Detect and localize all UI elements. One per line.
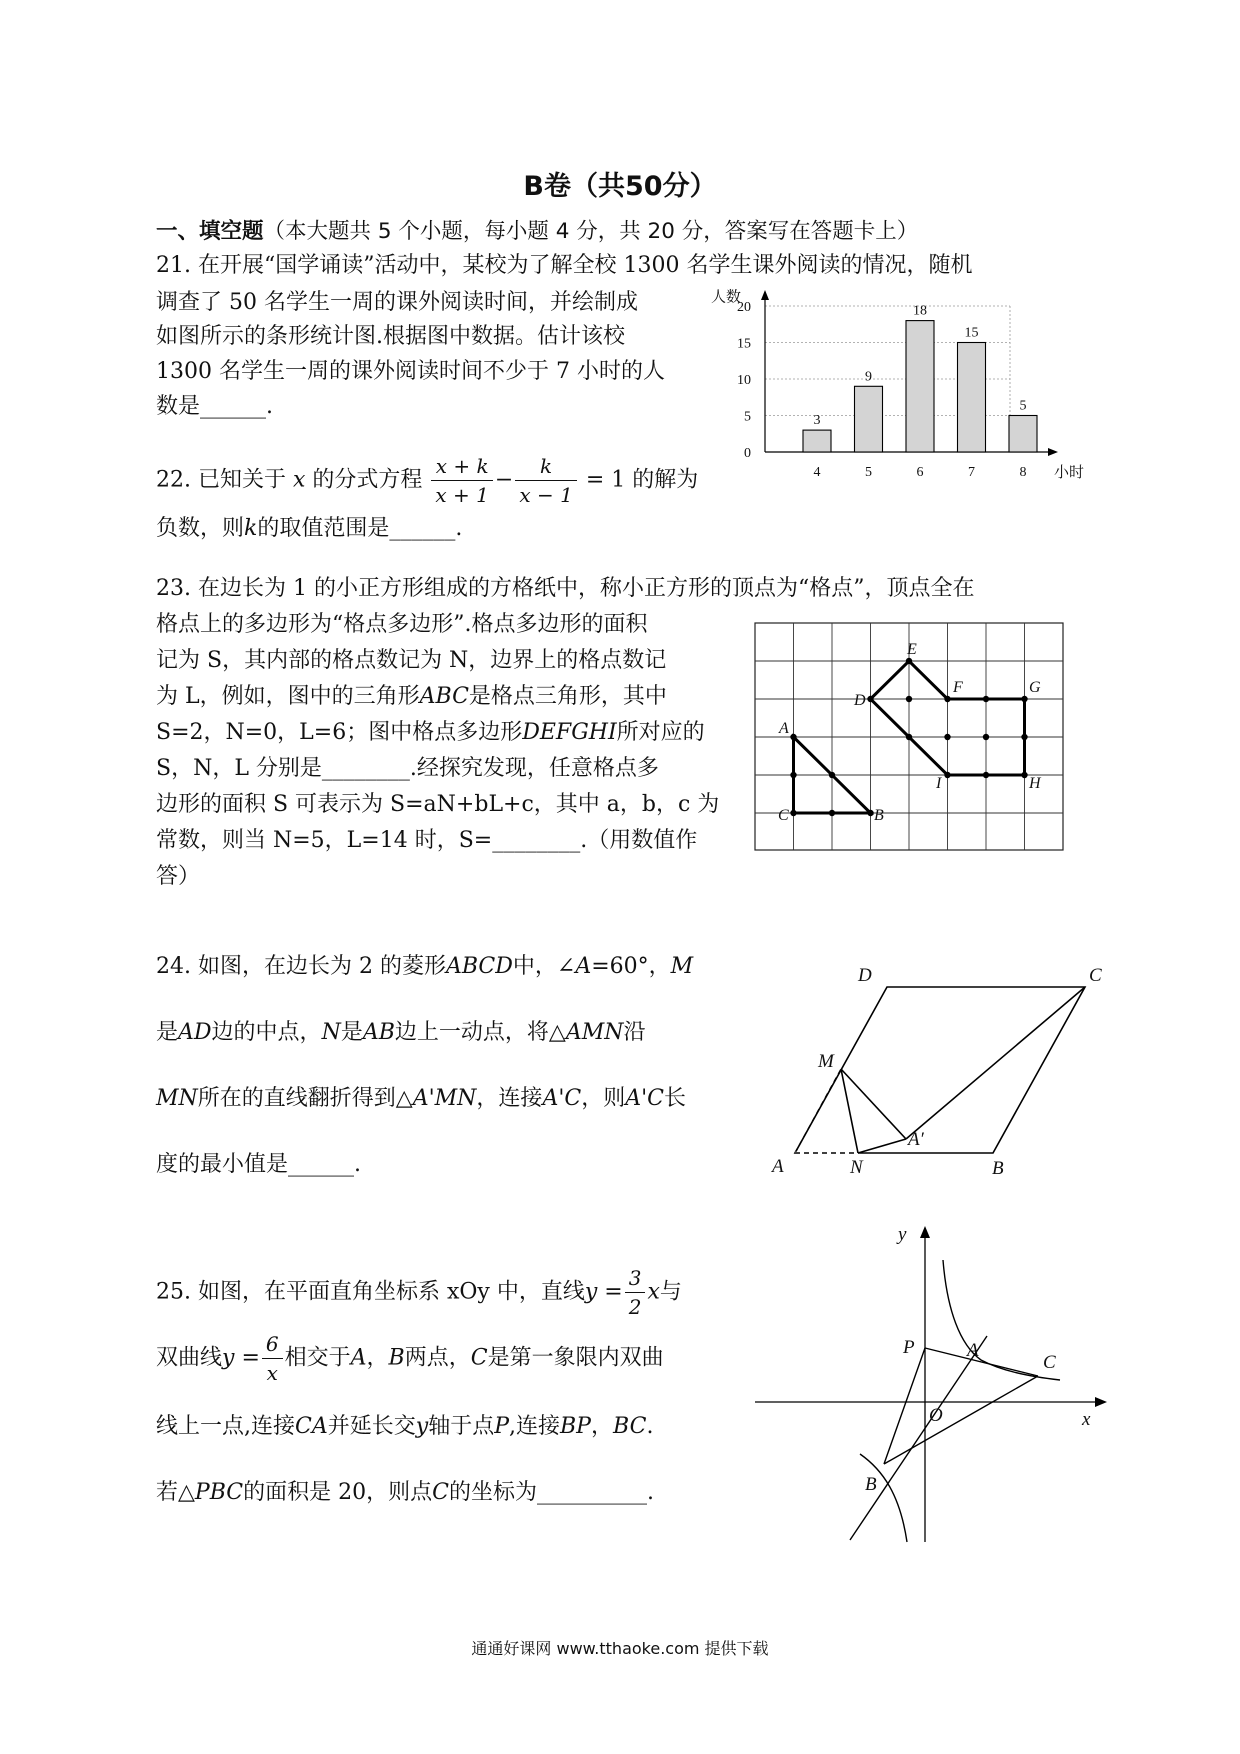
x-tick-label: 8 xyxy=(1019,465,1027,480)
bar xyxy=(906,321,934,452)
segment-pc xyxy=(925,1348,1038,1376)
q24-angle-var: A xyxy=(575,954,592,979)
label-b: B xyxy=(874,807,884,824)
q24-line2-d: 边上一动点，将△ xyxy=(394,1020,566,1045)
section-label: 一、填空题 xyxy=(156,219,264,244)
bar xyxy=(1009,416,1037,453)
q25-line3-c: 轴于点 xyxy=(428,1414,495,1439)
x-tick-label: 4 xyxy=(813,465,821,480)
q25-x1: x xyxy=(647,1279,660,1305)
q25-line4 xyxy=(156,1474,654,1511)
q25-c2: C xyxy=(432,1480,449,1505)
q25-bp: BP xyxy=(560,1414,591,1439)
q24-line2 xyxy=(156,1014,646,1051)
q23-line2: 格点上的多边形为“格点多边形”.格点多边形的面积 xyxy=(156,612,648,637)
label-i: I xyxy=(936,775,942,792)
q24-line2-a: 是 xyxy=(156,1020,179,1045)
bar xyxy=(803,430,831,452)
q24-amn: AMN xyxy=(565,1020,624,1045)
label-d: D xyxy=(854,692,866,709)
q22-line1 xyxy=(156,452,698,509)
equals-one: = 1 xyxy=(585,467,626,493)
y-tick-label: 0 xyxy=(744,446,751,461)
q23-abc: ABC xyxy=(419,684,469,709)
q23-line9: 答） xyxy=(156,864,201,889)
label-x: x xyxy=(1082,1409,1091,1430)
label-g: G xyxy=(1029,679,1041,696)
q25-line1-b: 与 xyxy=(659,1279,682,1305)
q22-suffix: 的解为 xyxy=(632,467,699,493)
segment-na1 xyxy=(858,1139,906,1153)
q23-poly: DEFGHI xyxy=(522,720,617,745)
q22-line2-b: 的取值范围是______. xyxy=(257,516,463,541)
q24-line1 xyxy=(156,948,693,985)
x-tick-label: 6 xyxy=(916,465,924,480)
section-header xyxy=(156,214,918,245)
q25-bc: BC xyxy=(613,1414,647,1439)
q22-line2-a: 负数，则 xyxy=(156,516,245,541)
fraction-2-denominator: x − 1 xyxy=(519,483,573,507)
y-axis-title: 人数 xyxy=(711,289,742,306)
fraction-3-2 xyxy=(625,1264,646,1321)
q24-line2-b: 边的中点， xyxy=(211,1020,322,1045)
label-p: P xyxy=(903,1337,915,1358)
q25-line3-f: . xyxy=(646,1414,654,1439)
bar-chart xyxy=(711,289,1105,534)
q23-line4-a: 为 L，例如，图中的三角形 xyxy=(156,684,420,709)
q23-line5-b: 所对应的 xyxy=(616,720,705,745)
fraction-1-denominator: x + 1 xyxy=(435,483,489,507)
y-axis-arrow-icon xyxy=(761,290,769,300)
q24-ac2: A'C xyxy=(625,1086,665,1111)
fraction-6-x xyxy=(262,1330,283,1387)
q24-line2-c: 是 xyxy=(340,1020,363,1045)
q21-line4: 1300 名学生一周的课外阅读时间不少于 7 小时的人 xyxy=(156,359,665,384)
q22-mid: 的分式方程 xyxy=(312,467,423,493)
q25-y-axis: y xyxy=(415,1414,429,1439)
label-n: N xyxy=(850,1157,863,1178)
q25-line1-a: 25. 如图，在平面直角坐标系 xOy 中，直线 xyxy=(156,1279,585,1305)
q21-line5: 数是______. xyxy=(156,394,273,419)
y-axis-arrow-icon xyxy=(920,1226,930,1238)
q23-line3: 记为 S，其内部的格点数记为 N，边界上的格点数记 xyxy=(156,648,667,673)
q25-line2-b: 相交于 xyxy=(284,1345,351,1371)
label-a: A xyxy=(967,1340,979,1361)
q24-m: M xyxy=(670,954,694,979)
q23-line4 xyxy=(156,678,667,715)
bar-value-label: 3 xyxy=(813,413,821,429)
label-c: C xyxy=(1089,965,1102,986)
q24-line2-e: 沿 xyxy=(623,1020,646,1045)
q24-ab: AB xyxy=(362,1020,395,1045)
rhombus-figure xyxy=(760,955,1120,1179)
x-axis-arrow-icon xyxy=(1048,448,1058,456)
q24-line3-b: ，连接 xyxy=(476,1086,543,1111)
q25-line3-e: ， xyxy=(591,1414,614,1439)
bar-value-label: 9 xyxy=(865,369,872,385)
segment-mn xyxy=(841,1069,858,1153)
segment-ma1 xyxy=(841,1069,906,1139)
q24-line3-d: 长 xyxy=(664,1086,687,1111)
bar xyxy=(958,343,986,453)
bar-value-label: 18 xyxy=(913,303,927,319)
q24-mn: MN xyxy=(156,1086,198,1111)
q25-line2-c: ， xyxy=(366,1345,389,1371)
bar xyxy=(855,386,883,452)
q22-prefix: 22. 已知关于 xyxy=(156,467,286,493)
label-y: y xyxy=(898,1224,907,1245)
segment-pb xyxy=(884,1348,925,1464)
q22-var-k: k xyxy=(244,516,258,541)
x-tick-label: 7 xyxy=(968,465,975,480)
label-e: E xyxy=(907,641,917,658)
q25-line2-e: 是第一象限内双曲 xyxy=(487,1345,664,1371)
q25-a: A xyxy=(350,1345,367,1371)
q25-line2-d: 两点， xyxy=(404,1345,471,1371)
q24-amn2: A'MN xyxy=(412,1086,477,1111)
q24-abcd: ABCD xyxy=(445,954,513,979)
fraction-2-numerator: k xyxy=(515,452,576,481)
q25-line3 xyxy=(156,1408,653,1445)
hyperbola-branch-2 xyxy=(860,1454,907,1542)
q25-c: C xyxy=(470,1345,488,1371)
q25-line2-a: 双曲线 xyxy=(156,1345,223,1371)
q25-b: B xyxy=(388,1345,405,1371)
fraction-3-2-numerator: 3 xyxy=(625,1264,646,1293)
q25-line4-a: 若△ xyxy=(156,1480,195,1505)
minus-sign: − xyxy=(494,467,514,493)
label-o: O xyxy=(929,1405,943,1426)
q24-line3-a: 所在的直线翻折得到△ xyxy=(197,1086,413,1111)
label-c: C xyxy=(778,807,789,824)
segment-bc xyxy=(884,1376,1038,1464)
label-m: M xyxy=(818,1051,834,1072)
q24-line1-a: 24. 如图，在边长为 2 的菱形 xyxy=(156,954,446,979)
page-title: B卷（共50分） xyxy=(523,171,717,202)
q21-line2: 调查了 50 名学生一周的课外阅读时间，并绘制成 xyxy=(156,290,638,315)
label-d: D xyxy=(858,965,872,986)
label-a: A xyxy=(772,1156,784,1177)
q25-y2: y = xyxy=(222,1345,260,1371)
q22-var-x: x xyxy=(292,467,306,493)
section-note: （本大题共 5 个小题，每小题 4 分，共 20 分，答案写在答题卡上） xyxy=(263,219,919,244)
rhombus-abcd xyxy=(795,987,1085,1153)
q24-n: N xyxy=(321,1020,341,1045)
q21-line1: 21. 在开展“国学诵读”活动中，某校为了解全校 1300 名学生课外阅读的情况，随机 xyxy=(156,253,973,278)
fraction-1 xyxy=(431,452,492,509)
fraction-2 xyxy=(515,452,576,509)
x-tick-label: 5 xyxy=(865,465,872,480)
q25-line3-a: 线上一点,连接 xyxy=(156,1414,295,1439)
y-tick-label: 15 xyxy=(737,336,751,352)
q23-line8: 常数，则当 N=5，L=14 时，S=________.（用数值作 xyxy=(156,828,698,853)
y-tick-label: 5 xyxy=(744,409,751,425)
q24-line3-c: ，则 xyxy=(581,1086,626,1111)
coordinate-figure xyxy=(755,1220,1115,1545)
label-a: A xyxy=(779,720,789,737)
q25-p: P xyxy=(494,1414,510,1439)
q24-ac: A'C xyxy=(542,1086,582,1111)
label-f: F xyxy=(953,679,963,696)
fraction-3-2-denominator: 2 xyxy=(628,1295,642,1319)
q24-line1-c: =60°， xyxy=(591,954,671,979)
label-h: H xyxy=(1029,775,1041,792)
q25-line2 xyxy=(156,1330,664,1387)
q23-line7: 边形的面积 S 可表示为 S=aN+bL+c，其中 a，b，c 为 xyxy=(156,792,720,817)
q24-line1-b: 中，∠ xyxy=(512,954,576,979)
q25-y1: y = xyxy=(584,1279,623,1305)
q24-line3 xyxy=(156,1080,686,1117)
fraction-6-x-numerator: 6 xyxy=(262,1330,283,1359)
q23-line6: S，N，L 分别是________.经探究发现，任意格点多 xyxy=(156,756,659,781)
label-b: B xyxy=(992,1158,1004,1179)
q25-line4-b: 的面积是 20，则点 xyxy=(243,1480,433,1505)
q23-line1: 23. 在边长为 1 的小正方形组成的方格纸中，称小正方形的顶点为“格点”，顶点全在 xyxy=(156,576,975,601)
q22-line2 xyxy=(156,510,462,547)
bar-value-label: 5 xyxy=(1019,398,1027,414)
lattice-grid-figure xyxy=(750,618,1070,858)
label-c: C xyxy=(1043,1352,1056,1373)
q25-line4-c: 的坐标为__________. xyxy=(448,1480,654,1505)
x-axis-arrow-icon xyxy=(1095,1397,1107,1407)
q25-line3-b: 并延长交 xyxy=(327,1414,416,1439)
q25-pbc: PBC xyxy=(194,1480,244,1505)
q24-ad: AD xyxy=(178,1020,212,1045)
label-a-prime: A′ xyxy=(908,1129,924,1150)
y-tick-label: 20 xyxy=(737,300,751,315)
q23-line4-b: 是格点三角形，其中 xyxy=(468,684,667,709)
q23-line5-a: S=2，N=0，L=6；图中格点多边形 xyxy=(156,720,523,745)
segment-a1c xyxy=(906,987,1085,1139)
q25-line1 xyxy=(156,1264,682,1321)
q25-line3-d: ,连接 xyxy=(509,1414,561,1439)
bar-value-label: 15 xyxy=(964,325,979,341)
q25-ca: CA xyxy=(295,1414,328,1439)
fraction-1-numerator: x + k xyxy=(431,452,492,481)
footer-text: 通通好课网 www.tthaoke.com 提供下载 xyxy=(471,1639,769,1658)
y-tick-label: 10 xyxy=(737,373,751,388)
q21-line3: 如图所示的条形统计图.根据图中数据。估计该校 xyxy=(156,324,625,349)
q24-line4: 度的最小值是______. xyxy=(156,1152,361,1177)
x-axis-title: 小时 xyxy=(1054,465,1085,481)
fraction-6-x-denominator: x xyxy=(266,1361,278,1385)
label-b: B xyxy=(865,1474,877,1495)
q23-line5 xyxy=(156,714,705,751)
